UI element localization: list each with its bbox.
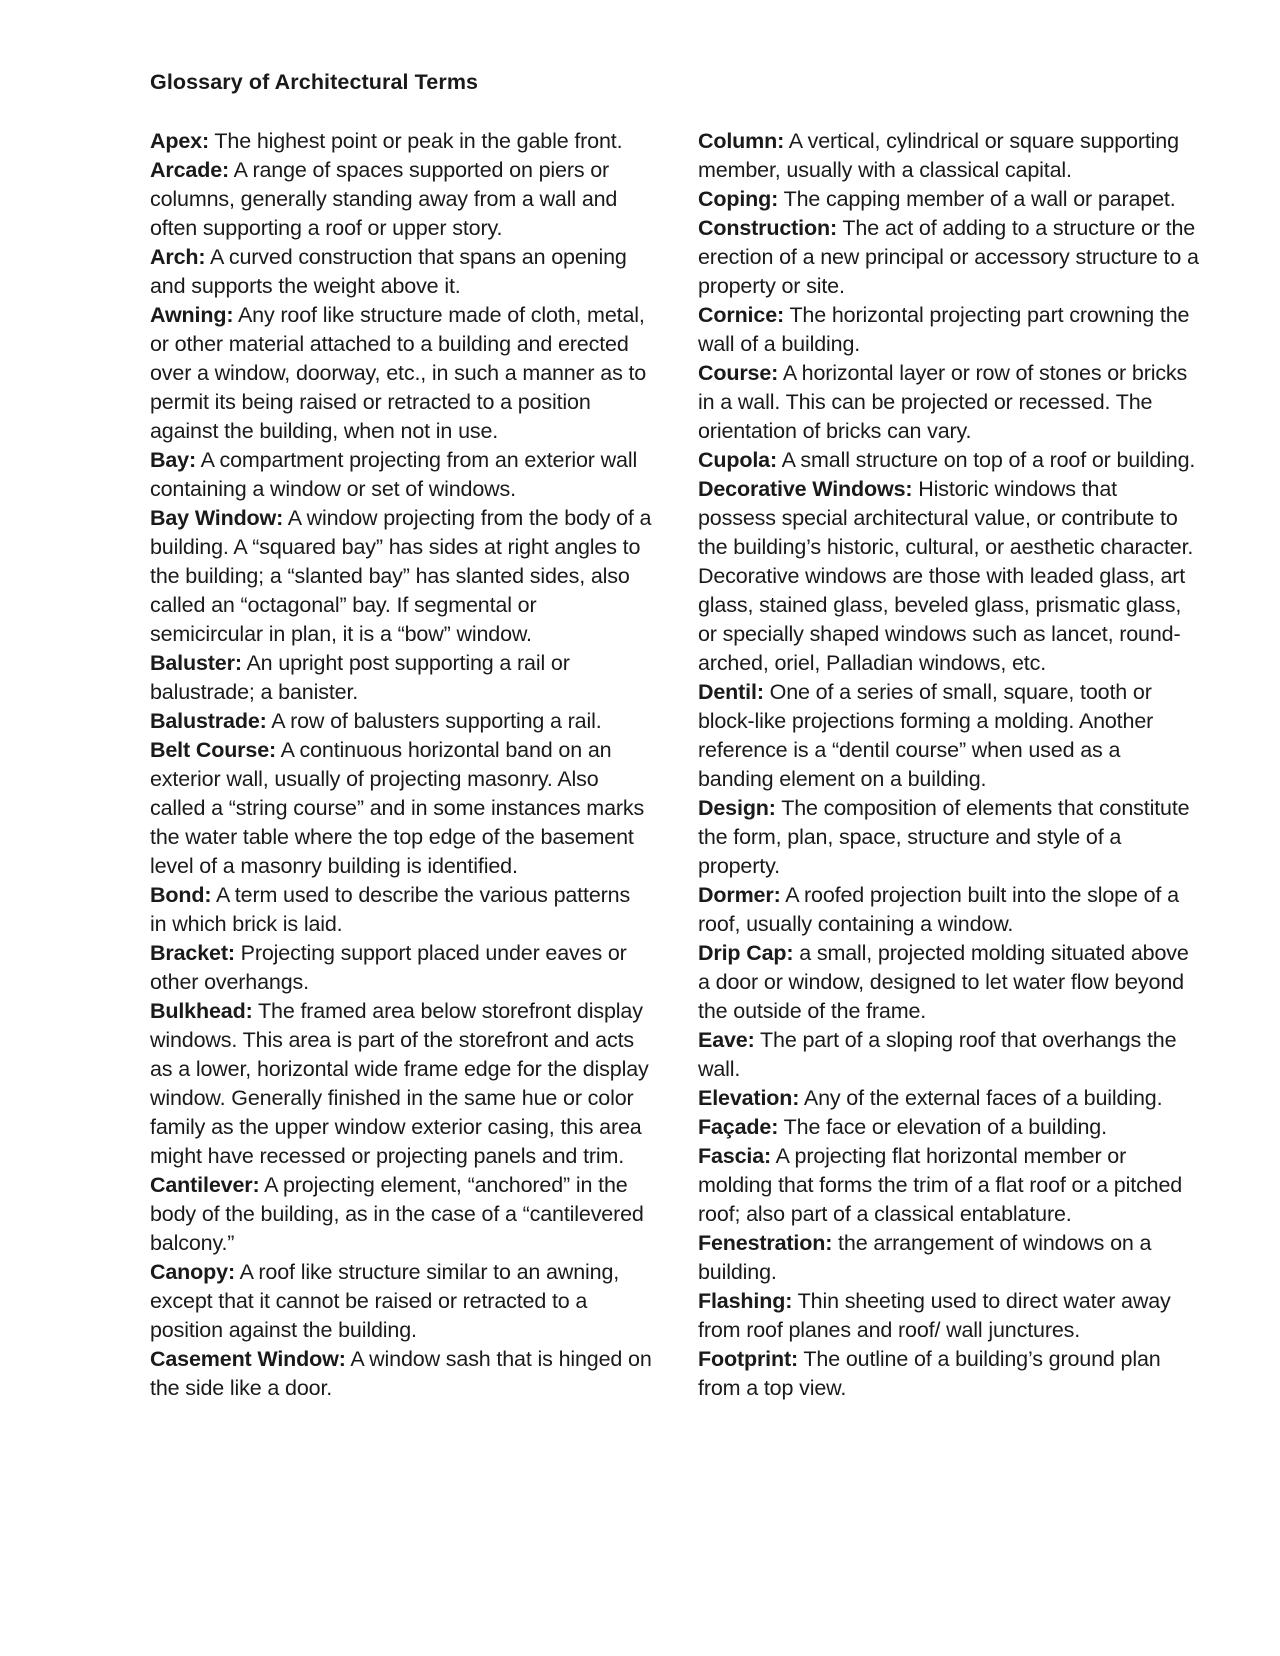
glossary-definition: A curved construction that spans an opening and supports the weight above it. [150,245,627,298]
glossary-entry [150,649,652,707]
glossary-term: Bond: [150,883,212,907]
glossary-entry [698,1287,1200,1345]
glossary-definition: One of a series of small, square, tooth or block-like projections forming a molding. Another reference is a “dentil course” when used as a banding element on a building. [698,680,1154,791]
glossary-term: Bulkhead: [150,999,253,1023]
glossary-definition: The composition of elements that constitute the form, plan, space, structure and style of a property. [698,796,1190,878]
glossary-entry [698,939,1200,1026]
glossary-definition: A projecting element, “anchored” in the body of the building, as in the case of a “cantilevered balcony.” [150,1173,644,1255]
glossary-entry [698,214,1200,301]
glossary-entry [698,678,1200,794]
glossary-definition: The framed area below storefront display windows. This area is part of the storefront and acts as a lower, horizontal wide frame edge for the display window. Generally finished in the same hue or color family as the upper window exterior casing, this area might have recessed or projecting panels and trim. [150,999,649,1168]
glossary-definition: The highest point or peak in the gable front. [208,129,623,153]
glossary-definition: A small structure on top of a roof or building. [776,448,1196,472]
glossary-definition: Projecting support placed under eaves or other overhangs. [150,941,627,994]
glossary-entry [698,1113,1200,1142]
glossary-column-right [698,127,1200,1403]
glossary-entry [698,1229,1200,1287]
glossary-term: Casement Window: [150,1347,346,1371]
glossary-definition: A window sash that is hinged on the side like a door. [150,1347,652,1400]
glossary-entry [150,1345,652,1403]
glossary-entry [698,881,1200,939]
glossary-term: Construction: [698,216,837,240]
glossary-term: Footprint: [698,1347,798,1371]
glossary-entry [150,446,652,504]
glossary-definition: A compartment projecting from an exterior wall containing a window or set of windows. [150,448,638,501]
glossary-definition: The outline of a building’s ground plan from a top view. [698,1347,1161,1400]
glossary-definition: A horizontal layer or row of stones or bricks in a wall. This can be projected or recessed. The orientation of bricks can vary. [698,361,1188,443]
glossary-term: Decorative Windows: [698,477,913,501]
glossary-definition: A projecting flat horizontal member or molding that forms the trim of a flat roof or a pitched roof; also part of a classical entablature. [698,1144,1183,1226]
glossary-entry [150,1171,652,1258]
glossary-term: Coping: [698,187,779,211]
glossary-entry [698,1026,1200,1084]
glossary-entry [698,1142,1200,1229]
glossary-definition: The face or elevation of a building. [778,1115,1107,1139]
glossary-term: Bay: [150,448,197,472]
glossary-term: Apex: [150,129,209,153]
glossary-definition: Thin sheeting used to direct water away from roof planes and roof/ wall junctures. [698,1289,1171,1342]
glossary-entry [698,446,1200,475]
glossary-entry [698,301,1200,359]
glossary-definition: A term used to describe the various patterns in which brick is laid. [150,883,631,936]
glossary-entry [150,504,652,649]
glossary-term: Fascia: [698,1144,772,1168]
glossary-entry [150,243,652,301]
page-title: Glossary of Architectural Terms [150,70,479,94]
glossary-term: Façade: [698,1115,779,1139]
glossary-definition: An upright post supporting a rail or balustrade; a banister. [150,651,570,704]
glossary-entry [150,736,652,881]
glossary-definition: a small, projected molding situated above a door or window, designed to let water flow beyond the outside of the frame. [698,941,1189,1023]
glossary-entry [150,127,652,156]
glossary-entry [150,301,652,446]
glossary-term: Belt Course: [150,738,277,762]
glossary-entry [698,1084,1200,1113]
glossary-definition: A roofed projection built into the slope of a roof, usually containing a window. [698,883,1179,936]
glossary-definition: A range of spaces supported on piers or columns, generally standing away from a wall and often supporting a roof or upper story. [150,158,618,240]
glossary-term: Dormer: [698,883,781,907]
glossary-definition: The capping member of a wall or parapet. [778,187,1176,211]
glossary-term: Bay Window: [150,506,284,530]
glossary-entry [150,156,652,243]
glossary-definition: A roof like structure similar to an awning, except that it cannot be raised or retracted to a position against the building. [150,1260,620,1342]
glossary-term: Awning: [150,303,234,327]
glossary-definition: A row of balusters supporting a rail. [266,709,602,733]
glossary-term: Fenestration: [698,1231,833,1255]
glossary-term: Baluster: [150,651,242,675]
glossary-entry [698,794,1200,881]
glossary-term: Course: [698,361,779,385]
glossary-term: Canopy: [150,1260,235,1284]
glossary-definition: The act of adding to a structure or the erection of a new principal or accessory structure to a property or site. [698,216,1199,298]
glossary-term: Eave: [698,1028,755,1052]
glossary-definition: Any of the external faces of a building. [799,1086,1163,1110]
glossary-term: Arcade: [150,158,230,182]
glossary-definition: the arrangement of windows on a building. [698,1231,1152,1284]
glossary-term: Flashing: [698,1289,793,1313]
glossary-entry [150,1258,652,1345]
glossary-definition: A vertical, cylindrical or square supporting member, usually with a classical capital. [698,129,1179,182]
glossary-entry [698,127,1200,185]
glossary-term: Cornice: [698,303,785,327]
glossary-term: Bracket: [150,941,235,965]
glossary-column-left [150,127,652,1403]
glossary-definition: The part of a sloping roof that overhangs the wall. [698,1028,1177,1081]
glossary-entry [698,185,1200,214]
glossary-term: Dentil: [698,680,764,704]
glossary-entry [150,939,652,997]
glossary-term: Column: [698,129,785,153]
glossary-definition: Historic windows that possess special architectural value, or contribute to the building’s historic, cultural, or aesthetic character. Decorative windows are those with leaded glass, art glass, stained glass, beveled glass, prismatic glass, or specially shaped windows such as lancet, round-arched, oriel, Palladian windows, etc. [698,477,1194,675]
glossary-term: Drip Cap: [698,941,794,965]
glossary-definition: The horizontal projecting part crowning the wall of a building. [698,303,1190,356]
glossary-term: Balustrade: [150,709,267,733]
glossary-entry [150,881,652,939]
glossary-entry [698,359,1200,446]
glossary-term: Arch: [150,245,206,269]
glossary-entry [698,1345,1200,1403]
glossary-entry [150,707,652,736]
glossary-term: Cantilever: [150,1173,260,1197]
glossary-entry [698,475,1200,678]
glossary-definition: Any roof like structure made of cloth, metal, or other material attached to a building and erected over a window, doorway, etc., in such a manner as to permit its being raised or retracted to a position against the building, when not in use. [150,303,647,443]
glossary-term: Design: [698,796,776,820]
glossary-definition: A window projecting from the body of a building. A “squared bay” has sides at right angles to the building; a “slanted bay” has slanted sides, also called an “octagonal” bay. If segmental or semicircular in plan, it is a “bow” window. [150,506,652,646]
glossary-entry [150,997,652,1171]
glossary-term: Cupola: [698,448,777,472]
glossary-term: Elevation: [698,1086,800,1110]
glossary-definition: A continuous horizontal band on an exterior wall, usually of projecting masonry. Also called a “string course” and in some instances marks the water table where the top edge of the basement level of a masonry building is identified. [150,738,645,878]
